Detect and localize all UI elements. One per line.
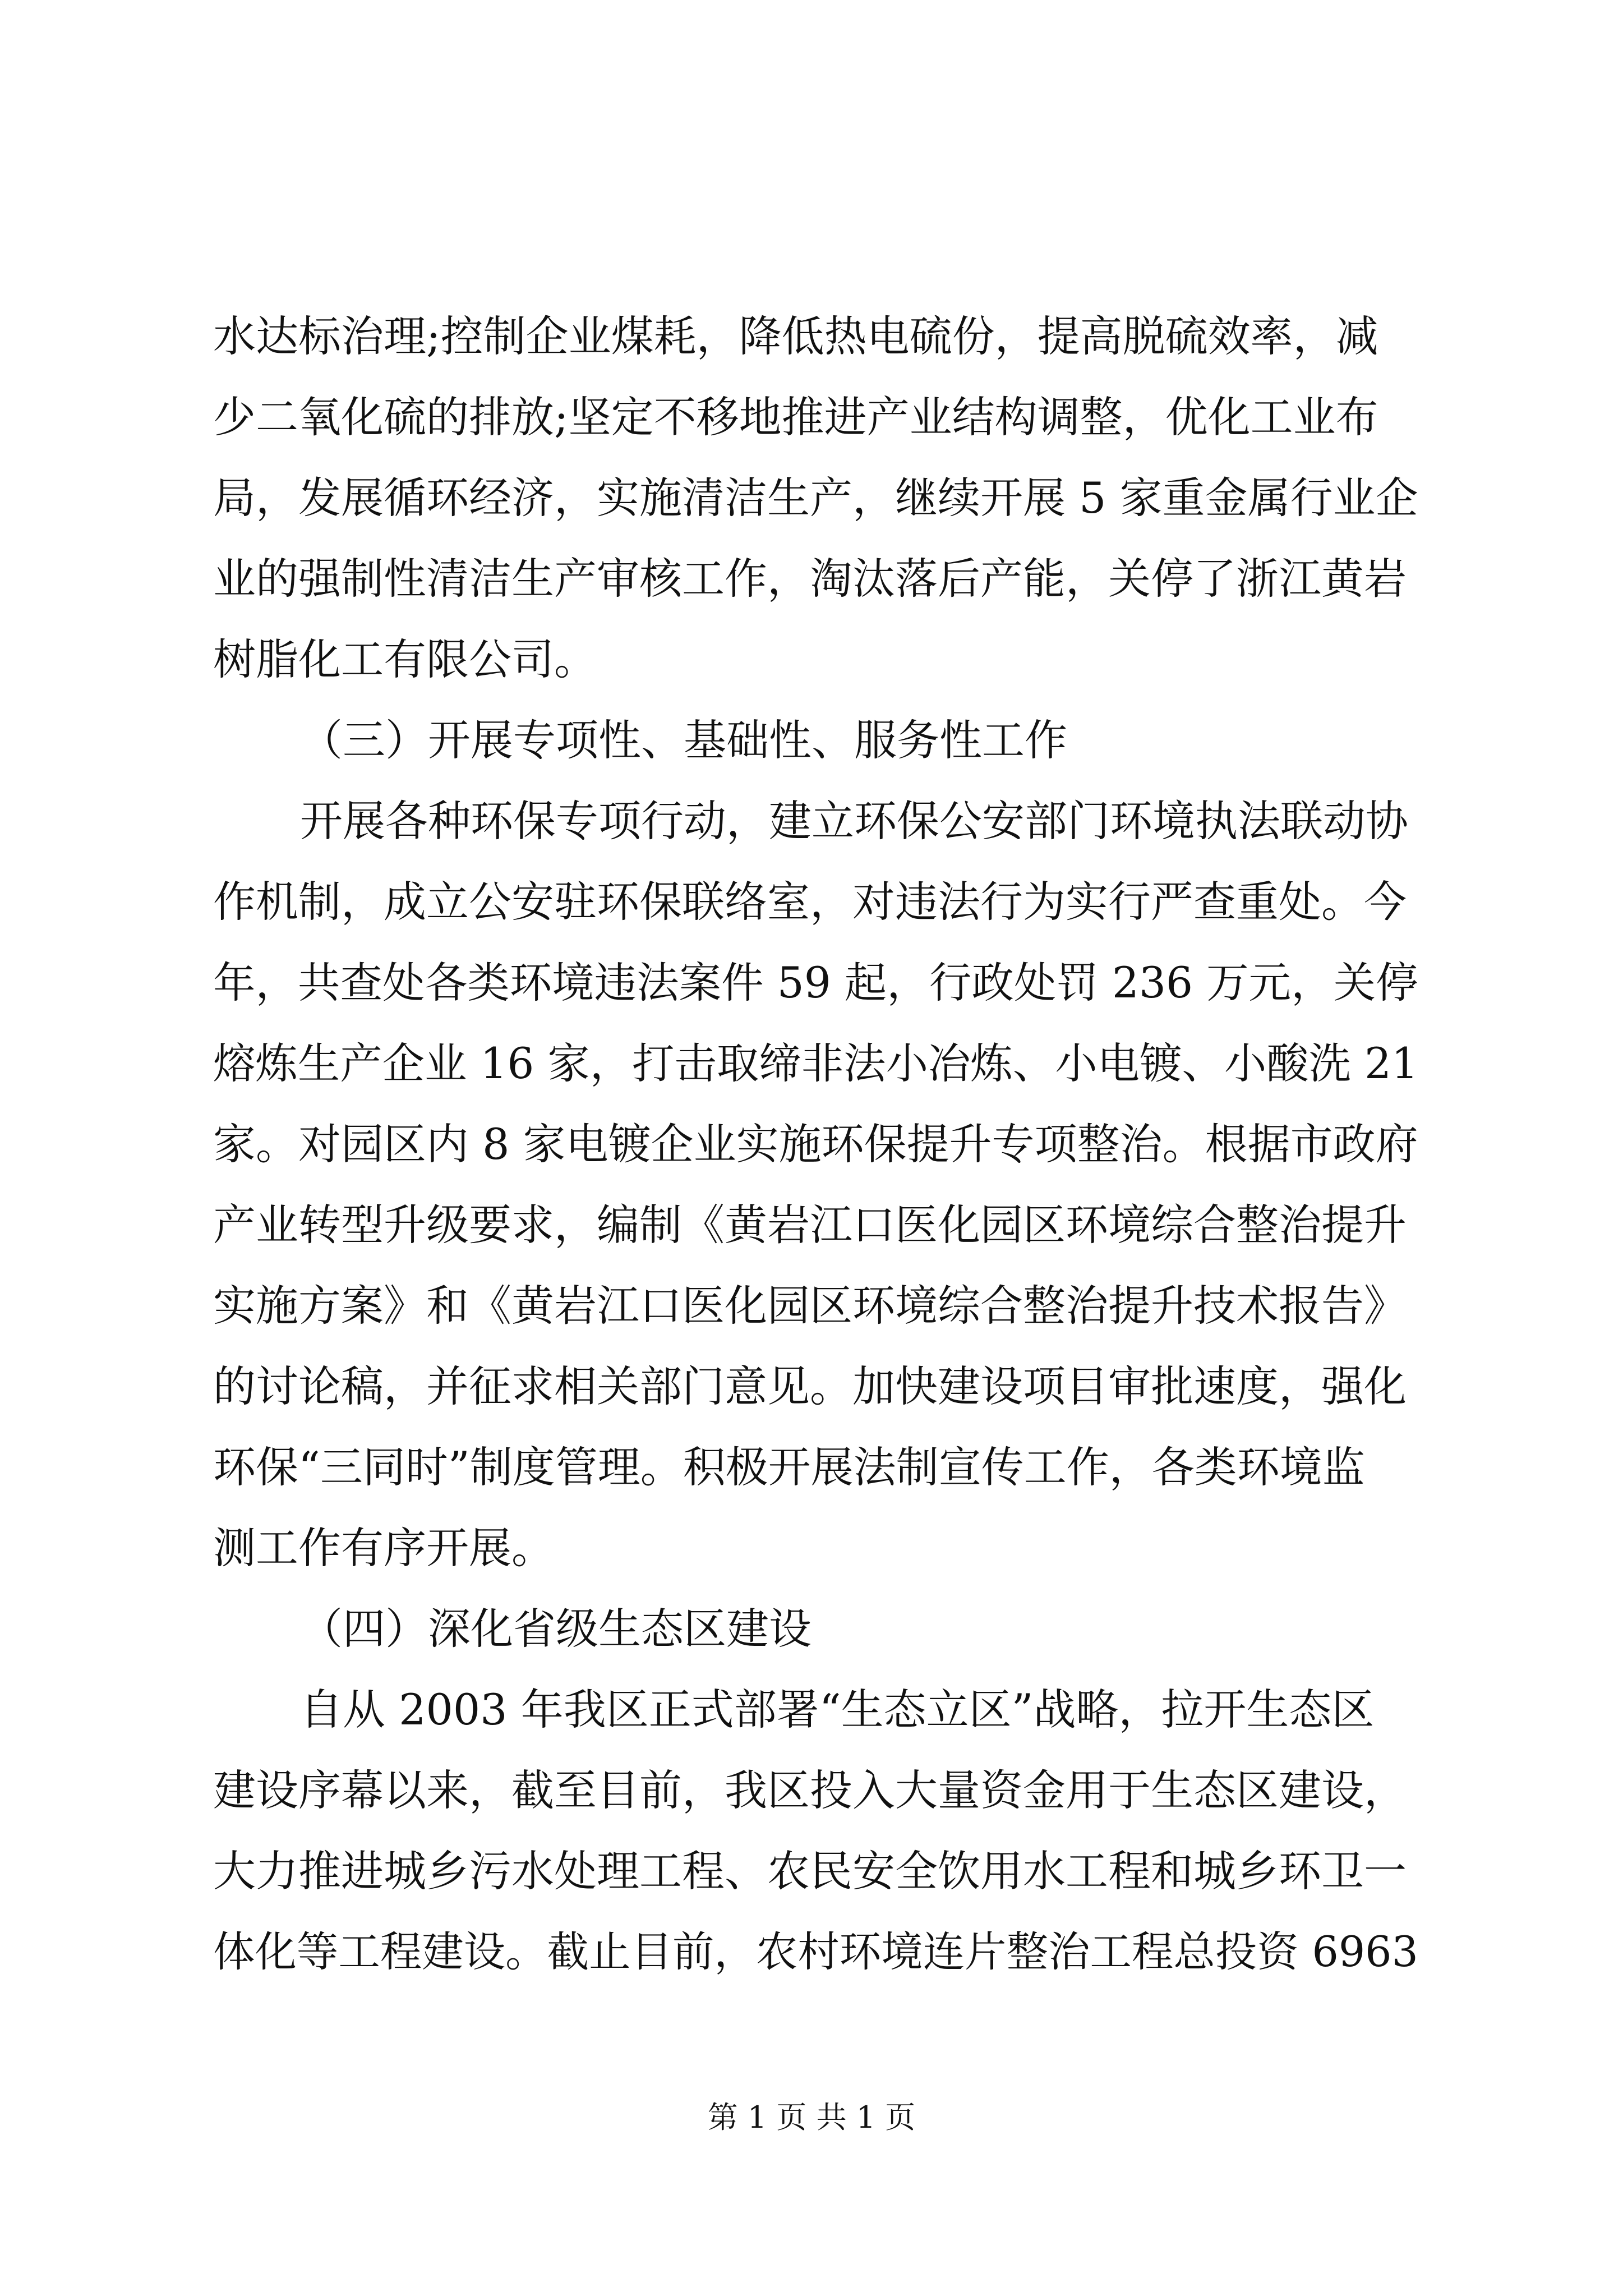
- text-line: 测工作有序开展。: [213, 1523, 554, 1573]
- text-line: 年，共查处各类环境违法案件 59 起，行政处罚 236 万元，关停: [213, 958, 1418, 1007]
- text-line: 产业转型升级要求，编制《黄岩江口医化园区环境综合整治提升: [213, 1200, 1407, 1250]
- text-line: 业的强制性清洁生产审核工作，淘汰落后产能，关停了浙江黄岩: [213, 554, 1407, 604]
- text-line: 建设序幕以来，截至目前，我区投入大量资金用于生态区建设，: [213, 1765, 1407, 1815]
- text-line: 熔炼生产企业 16 家，打击取缔非法小冶炼、小电镀、小酸洗 21: [213, 1039, 1418, 1088]
- text-line: 少二氧化硫的排放;坚定不移地推进产业结构调整，优化工业布: [213, 392, 1378, 442]
- text-line: 大力推进城乡污水处理工程、农民安全饮用水工程和城乡环卫一: [213, 1846, 1407, 1896]
- text-line: 树脂化工有限公司。: [213, 634, 597, 684]
- text-line: 开展各种环保专项行动，建立环保公安部门环境执法联动协: [300, 796, 1408, 846]
- text-line: 环保“三同时”制度管理。积极开展法制宣传工作，各类环境监: [213, 1442, 1365, 1492]
- text-line: 体化等工程建设。截止目前，农村环境连片整治工程总投资 6963: [213, 1927, 1418, 1976]
- text-line: 的讨论稿，并征求相关部门意见。加快建设项目审批速度，强化: [213, 1361, 1407, 1411]
- page-footer: 第 1 页 共 1 页: [707, 2100, 916, 2135]
- text-line: 家。对园区内 8 家电镀企业实施环保提升专项整治。根据市政府: [213, 1119, 1418, 1169]
- section-heading: （三）开展专项性、基础性、服务性工作: [300, 715, 1067, 765]
- body-text: [213, 296, 1424, 1993]
- text-line: 水达标治理;控制企业煤耗，降低热电硫份，提高脱硫效率，减: [213, 311, 1378, 361]
- text-line: 自从 2003 年我区正式部署“生态立区”战略，拉开生态区: [300, 1685, 1375, 1734]
- text-line: 实施方案》和《黄岩江口医化园区环境综合整治提升技术报告》: [213, 1281, 1407, 1331]
- text-line: 作机制，成立公安驻环保联络室，对违法行为实行严查重处。今: [213, 877, 1407, 927]
- section-heading: （四）深化省级生态区建设: [300, 1604, 811, 1654]
- text-line: 局，发展循环经济，实施清洁生产，继续开展 5 家重金属行业企: [213, 473, 1418, 523]
